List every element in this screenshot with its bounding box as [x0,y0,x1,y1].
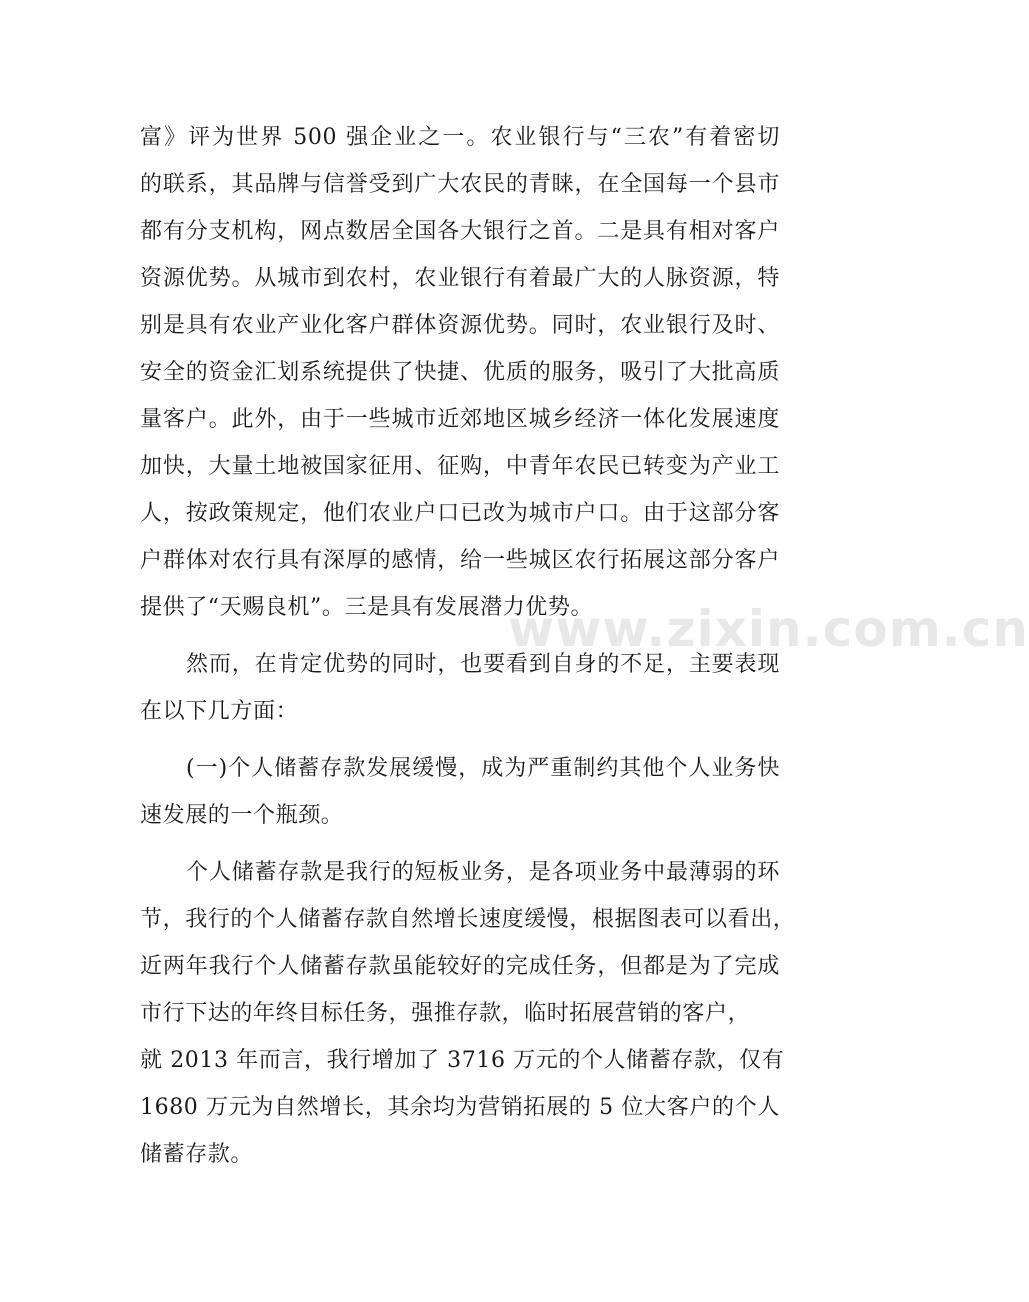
section-heading-continued: 速发展的一个瓶颈。 [140,803,344,828]
paragraph-first-line: 个人储蓄存款是我行的短板业务，是各项业务中最薄弱的环 [186,860,780,885]
body-text-line: 量客户。此外，由于一些城市近郊地区城乡经济一体化发展速度 [140,407,780,432]
body-text-line: 1680 万元为自然增长，其余均为营销拓展的 5 位大客户的个人 [140,1095,780,1120]
body-text-line: 资源优势。从城市到农村，农业银行有着最广大的人脉资源，特 [140,266,780,291]
body-text-line: 别是具有农业产业化客户群体资源优势。同时，农业银行及时、 [140,313,780,338]
body-text-line: 市行下达的年终目标任务，强推存款，临时拓展营销的客户， [140,1001,751,1026]
site-watermark: www.zixin.com.cn [508,600,1029,658]
body-text-line: 富》评为世界 500 强企业之一。农业银行与“三农”有着密切 [140,125,780,150]
body-text-line: 节，我行的个人储蓄存款自然增长速度缓慢，根据图表可以看出， [140,907,796,932]
body-text-line: 的联系，其品牌与信誉受到广大农民的青睐，在全国每一个县市 [140,172,780,197]
paragraph-first-line: 然而，在肯定优势的同时，也要看到自身的不足，主要表现 [186,652,780,677]
body-text-line: 都有分支机构，网点数居全国各大银行之首。二是具有相对客户 [140,219,780,244]
body-text-line: 储蓄存款。 [140,1142,254,1167]
body-text-line: 安全的资金汇划系统提供了快捷、优质的服务，吸引了大批高质 [140,360,780,385]
body-text-line: 人，按政策规定，他们农业户口已改为城市户口。由于这部分客 [140,501,780,526]
body-text-line: 近两年我行个人储蓄存款虽能较好的完成任务，但都是为了完成 [140,954,780,979]
section-heading: (一)个人储蓄存款发展缓慢，成为严重制约其他个人业务快 [186,756,780,781]
body-text-line: 户群体对农行具有深厚的感情，给一些城区农行拓展这部分客户 [140,548,780,573]
body-text-line: 提供了“天赐良机”。三是具有发展潜力优势。 [140,595,594,620]
body-text-line: 加快，大量土地被国家征用、征购，中青年农民已转变为产业工 [140,454,780,479]
body-text-line: 就 2013 年而言，我行增加了 3716 万元的个人储蓄存款，仅有 [140,1048,785,1073]
body-text-line: 在以下几方面： [140,699,299,724]
